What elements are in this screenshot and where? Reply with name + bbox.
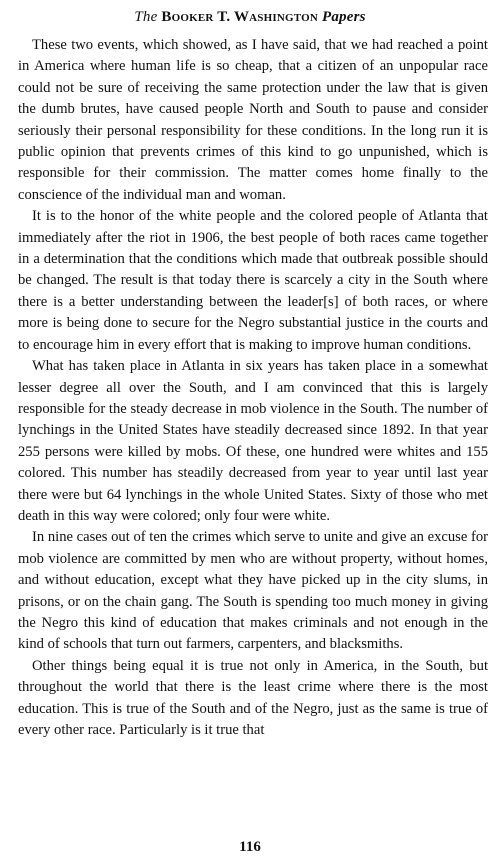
page-number: 116 (239, 839, 261, 855)
paragraph-5: Other things being equal it is true not only in America, in the South, but throughout the world that there is the least crime where there is the most education. This is true of the South and of the Negro, just as the same is true of every other race. Particularly is it true that (18, 657, 488, 738)
paragraph-1: These two events, which showed, as I have said, that we had reached a point in America where human life is so cheap, that a citizen of an unpopular race could not be sure of receiving the same protection under the law that is given the dumb brutes, have caused people North and South to pause and consider seriously their personal responsibility for these conditions. In the long run it is public opinion that prevents crimes of this kind to go unpunished, which is responsible for their commission. The matter comes home finally to the conscience of the individual man and woman. (18, 37, 488, 203)
body-text (18, 35, 488, 741)
paragraph-2: It is to the honor of the white people and the colored people of Atlanta that immediately after the riot in 1906, the best people of both races came together in a determination that the conditions which made that outbreak possible should be changed. The result is that today there is scarcely a city in the South where there is a better understanding between the leader[s] of both races, or where more is being done to secure for the Negro substantial justice in the courts and to encourage him in every effort that is making to improve human conditions. (18, 208, 488, 353)
running-head (0, 8, 500, 26)
running-head-prefix: The (134, 9, 158, 25)
paragraph-4: In nine cases out of ten the crimes which serve to unite and give an excuse for mob violence are committed by men who are without property, without homes, and without education, except what they have picked up in the city slums, in prisons, or on the chain gang. The South is spending too much money in giving the Negro this kind of education that makes criminals and not enough in the kind of schools that turn out farmers, carpenters, and blacksmiths. (18, 529, 488, 653)
running-head-name: Booker T. Washington (161, 9, 318, 25)
paragraph-3: What has taken place in Atlanta in six years has taken place in a somewhat lesser degree all over the South, and I am convinced that this is largely responsible for the steady decrease in mob violence in the South. The number of lynchings in the United States have steadily decreased since 1892. In that year 255 persons were killed by mobs. Of these, one hundred were whites and 155 colored. This number has steadily decreased from year to year until last year there were but 64 lynchings in the whole United States. Sixty of those who met death in this way were colored; only four were white. (18, 358, 488, 524)
running-head-suffix: Papers (321, 9, 366, 25)
